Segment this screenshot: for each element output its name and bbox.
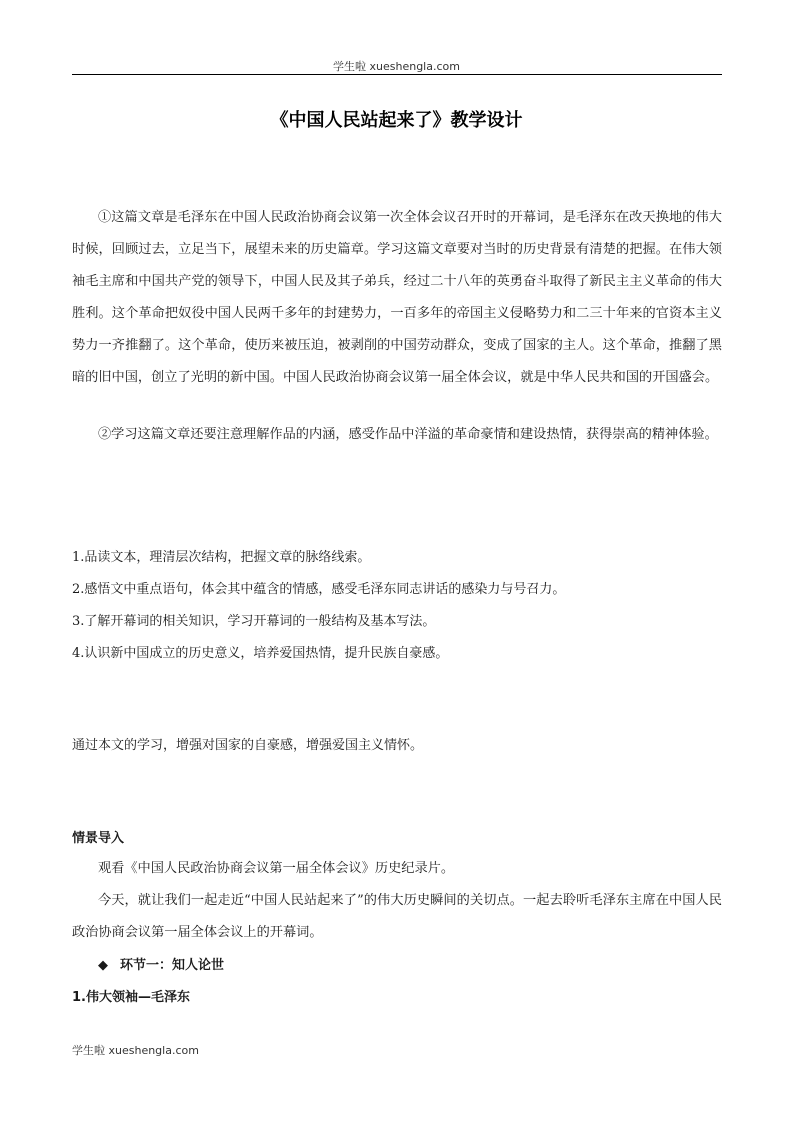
emotional-goal: 通过本文的学习，增强对国家的自豪感，增强爱国主义情怀。 [72,738,424,753]
intro-paragraph-1: ①这篇文章是毛泽东在中国人民政治协商会议第一次全体会议召开时的开幕词，是毛泽东在改天换地的伟大时候，回顾过去，立足当下，展望未来的历史篇章。学习这篇文章要对当时的历史背景有清楚的把握。在伟大领袖毛主席和中国共产党的领导下，中国人民及其子弟兵，经过二十八年的英勇奋斗取得了新民主主义革命的伟大胜利。这个革命把奴役中国人民两千多年的封建势力，一百多年的帝国主义侵略势力和二三十年来的官资本主义势力一齐推翻了。这个革命，使历来被压迫，被剥削的中国劳动群众，变成了国家的主人。这个革命，推翻了黑暗的旧中国，创立了光明的新中国。中国人民政治协商会议第一届全体会议，就是中华人民共和国的开国盛会。 [72,210,722,385]
intro-section-paragraph-2: 今天，就让我们一起走近“中国人民站起来了”的伟大历史瞬间的关切点。一起去聆听毛泽东主席在中国人民政治协商会议第一届全体会议上的开幕词。 [72,893,722,940]
objective-item-3: 3.了解开幕词的相关知识，学习开幕词的一般结构及基本写法。 [72,614,436,629]
page-footer: 学生啦 xueshengla.com [72,1044,199,1057]
objective-item-2: 2.感悟文中重点语句，体会其中蕴含的情感，感受毛泽东同志讲话的感染力与号召力。 [72,582,566,597]
intro-paragraph-2: ②学习这篇文章还要注意理解作品的内涵，感受作品中洋溢的革命豪情和建设热情，获得崇高的精神体验。 [98,427,718,442]
objective-item-1: 1.品读文本，理清层次结构，把握文章的脉络线索。 [72,550,371,565]
document-title: 《中国人民站起来了》教学设计 [270,110,523,131]
subheading-leader: 1.伟大领袖—毛泽东 [72,990,190,1005]
step-label: 环节一：知人论世 [120,958,225,973]
diamond-bullet-icon: ◆ [98,958,108,973]
step-heading [98,950,224,982]
intro-section-paragraph-1: 观看《中国人民政治协商会议第一届全体会议》历史纪录片。 [98,861,455,876]
section-heading-intro: 情景导入 [72,831,125,846]
header-divider [72,74,722,75]
objective-item-4: 4.认识新中国成立的历史意义，培养爱国热情，提升民族自豪感。 [72,646,449,661]
page-header: 学生啦 xueshengla.com [333,60,460,73]
